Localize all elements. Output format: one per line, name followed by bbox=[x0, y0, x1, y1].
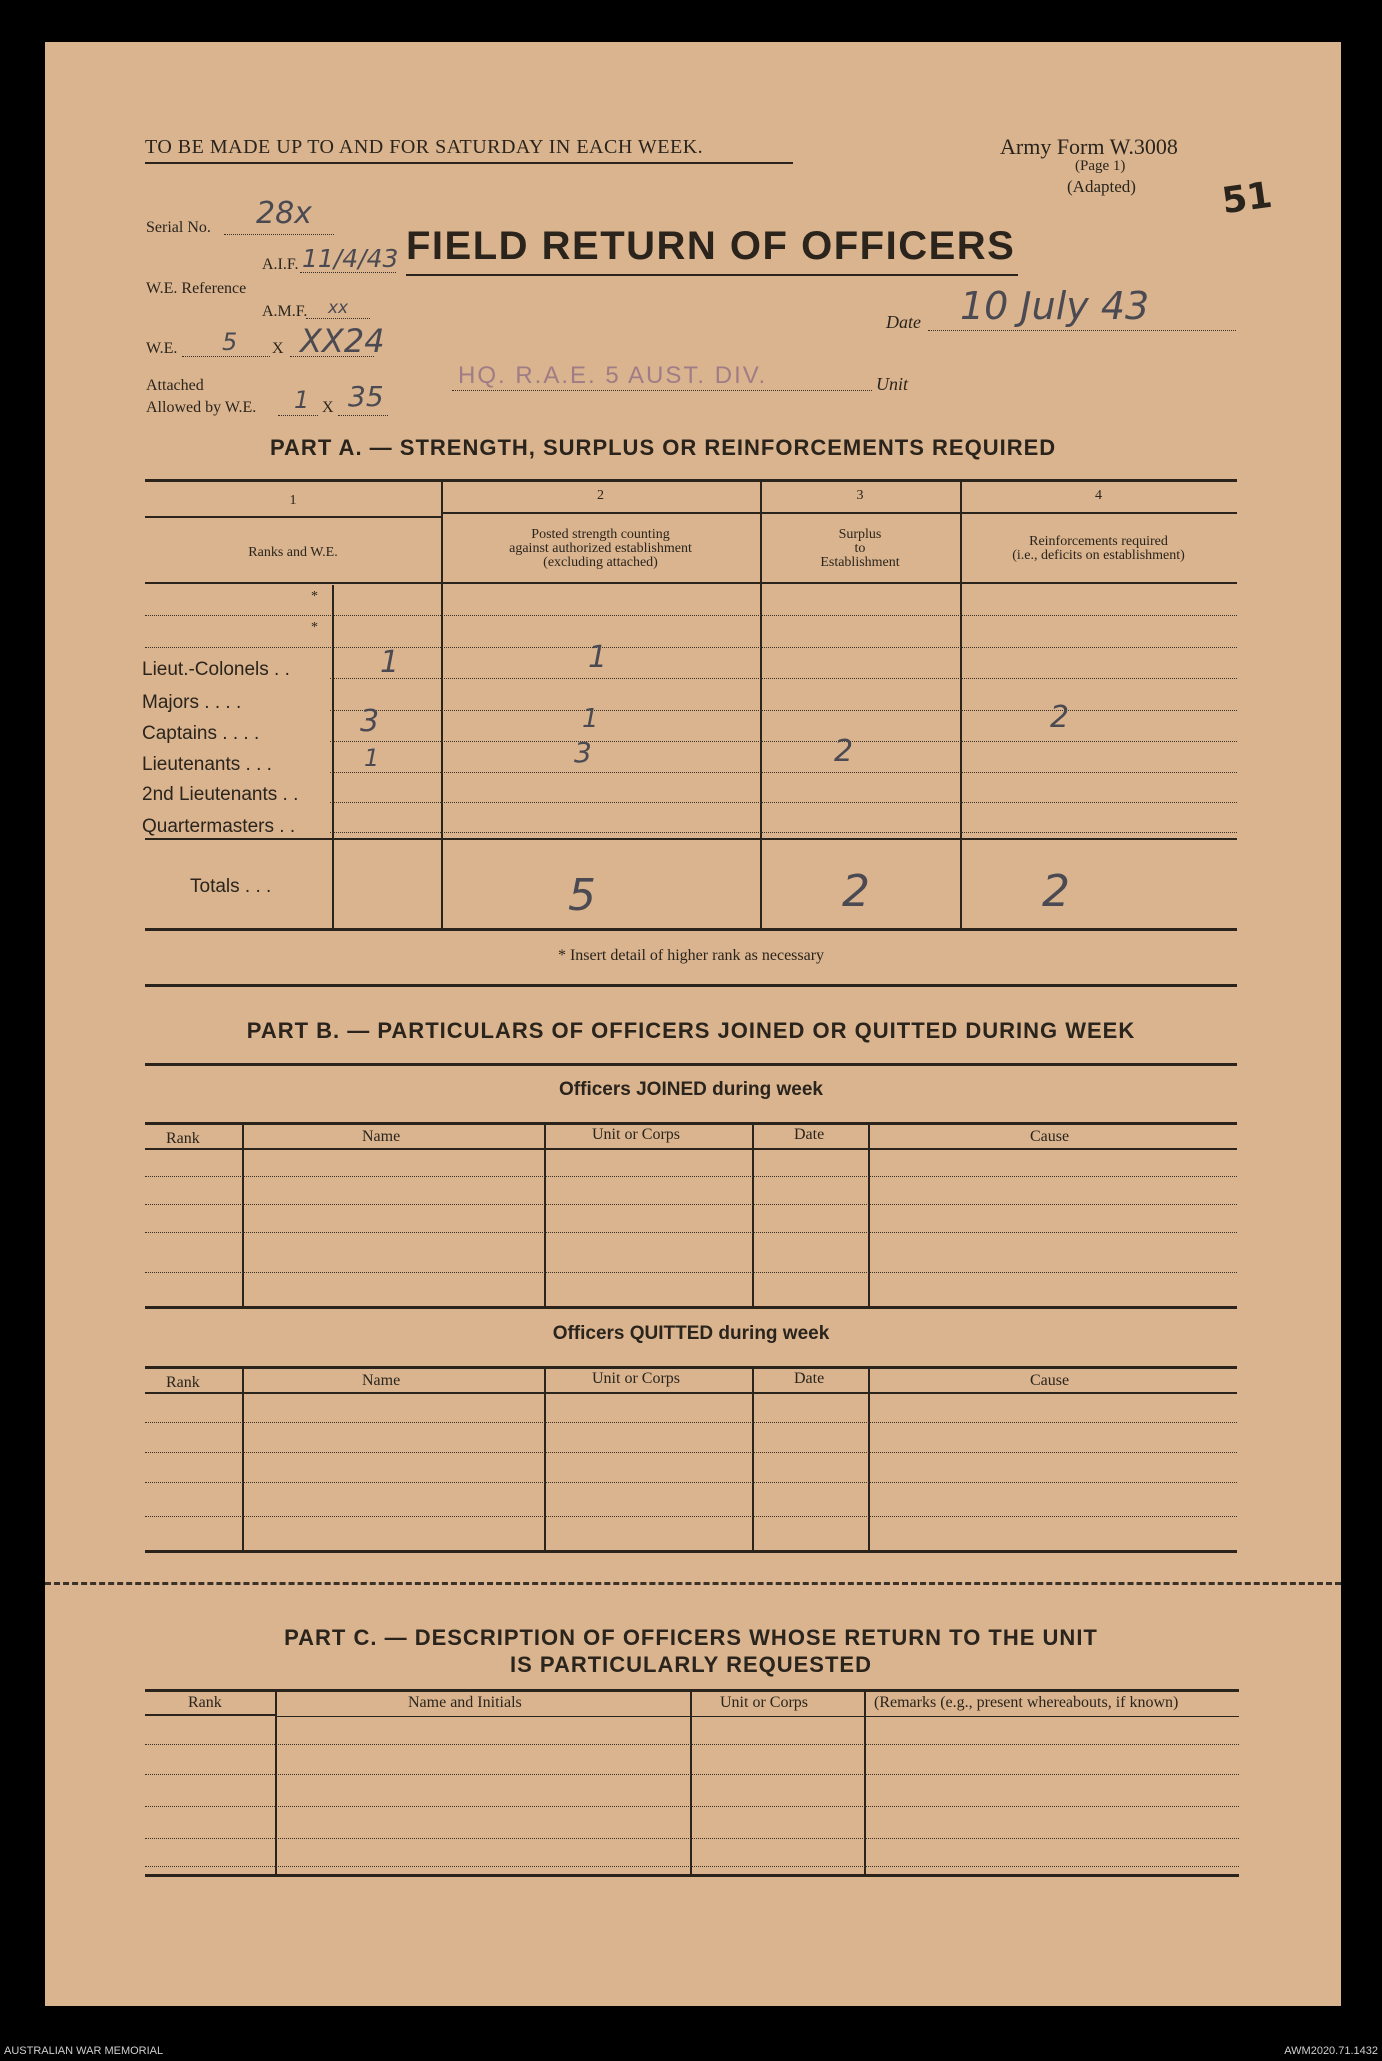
form-page: (Page 1) bbox=[1075, 158, 1126, 174]
col4-header-line-2: (i.e., deficits on establishment) bbox=[1012, 548, 1185, 563]
part-b-top-rule bbox=[145, 1063, 1237, 1066]
part-c-row-2 bbox=[145, 1774, 1239, 1775]
quitted-row-2 bbox=[145, 1452, 1237, 1453]
part-c-header-rule bbox=[275, 1716, 1239, 1717]
rank-captains: Captains . . . . bbox=[142, 723, 260, 744]
corner-mark: 51 bbox=[1219, 174, 1275, 223]
totals-reinf: 2 bbox=[1042, 866, 1070, 917]
joined-row-3 bbox=[145, 1232, 1237, 1233]
joined-bottom-rule bbox=[145, 1306, 1237, 1309]
instruction-text: TO BE MADE UP TO AND FOR SATURDAY IN EACH WEEK. bbox=[145, 136, 704, 158]
lieutenants-posted: 3 bbox=[574, 736, 592, 769]
joined-col-rank: Rank bbox=[166, 1130, 200, 1147]
joined-row-2 bbox=[145, 1204, 1237, 1205]
joined-col-unit: Unit or Corps bbox=[592, 1126, 680, 1143]
part-c-row-4 bbox=[145, 1838, 1239, 1839]
totals-label: Totals . . . bbox=[190, 876, 272, 897]
part-c-title bbox=[145, 1624, 1237, 1678]
col2-header-line-3: (excluding attached) bbox=[543, 555, 658, 570]
serial-value: 28x bbox=[256, 196, 312, 231]
part-c-col-name: Name and Initials bbox=[408, 1694, 522, 1711]
unit-label: Unit bbox=[876, 374, 909, 394]
quitted-row-3 bbox=[145, 1482, 1237, 1483]
cols-num-rule bbox=[441, 512, 1237, 514]
quitted-col-cause: Cause bbox=[1030, 1372, 1070, 1389]
row-line-2 bbox=[330, 710, 1237, 711]
col2-header-line-1: Posted strength counting bbox=[531, 527, 670, 542]
rank-quartermasters: Quartermasters . . bbox=[142, 816, 296, 837]
totals-bottom-rule bbox=[145, 928, 1237, 931]
totals-posted: 5 bbox=[568, 870, 596, 921]
allowed-dots-2 bbox=[338, 415, 388, 416]
date-label: Date bbox=[886, 312, 921, 332]
part-c-title-line-2: IS PARTICULARLY REQUESTED bbox=[510, 1652, 872, 1677]
part-c-row-5 bbox=[145, 1866, 1239, 1867]
col3-header-line-3: Establishment bbox=[820, 555, 900, 570]
lieut-colonels-we: 1 bbox=[380, 645, 400, 680]
we-x: X bbox=[272, 340, 284, 357]
joined-divider-4 bbox=[868, 1122, 870, 1308]
quitted-divider-3 bbox=[752, 1366, 754, 1552]
quitted-col-name: Name bbox=[362, 1372, 401, 1389]
asterisk-row-2 bbox=[145, 647, 1237, 648]
part-c-row-1 bbox=[145, 1744, 1239, 1745]
part-c-divider-2 bbox=[690, 1691, 692, 1877]
joined-row-1 bbox=[145, 1176, 1237, 1177]
quitted-row-4 bbox=[145, 1516, 1237, 1517]
part-a-end-rule bbox=[145, 984, 1237, 987]
part-a-footnote: * Insert detail of higher rank as necessary bbox=[557, 947, 825, 964]
footer-accession: AWM2020.71.1432 bbox=[1284, 2045, 1378, 2057]
col2-header bbox=[441, 528, 760, 570]
instruction-underline bbox=[145, 162, 793, 164]
we-value-2: XX24 bbox=[300, 322, 385, 360]
title-underline bbox=[406, 274, 1018, 276]
form-adapted: (Adapted) bbox=[1067, 177, 1136, 196]
date-value: 10 July 43 bbox=[960, 284, 1150, 328]
totals-surplus: 2 bbox=[842, 866, 870, 917]
asterisk-row-1 bbox=[145, 615, 1237, 616]
captains-posted: 1 bbox=[582, 704, 599, 734]
quitted-table-top-rule bbox=[145, 1366, 1237, 1369]
col-num-1: 1 bbox=[289, 493, 297, 508]
aif-label: A.I.F. bbox=[262, 256, 299, 273]
captains-reinf: 2 bbox=[1050, 700, 1070, 735]
part-c-title-line-1: PART C. — DESCRIPTION OF OFFICERS WHOSE RETURN TO THE UNIT bbox=[284, 1625, 1098, 1650]
part-a-we-divider bbox=[332, 585, 334, 929]
amf-value: xx bbox=[328, 298, 349, 318]
col2-header-line-2: against authorized establishment bbox=[509, 541, 692, 556]
we-dots-1 bbox=[182, 356, 270, 357]
captains-we: 3 bbox=[360, 704, 380, 739]
quitted-title: Officers QUITTED during week bbox=[552, 1323, 830, 1344]
part-c-top-rule bbox=[145, 1689, 1239, 1692]
row-line-6 bbox=[330, 832, 1237, 833]
part-b-title: PART B. — PARTICULARS OF OFFICERS JOINED OR QUITTED DURING WEEK bbox=[246, 1018, 1136, 1043]
joined-title: Officers JOINED during week bbox=[559, 1079, 823, 1100]
rank-2nd-lieutenants: 2nd Lieutenants . . bbox=[142, 784, 299, 805]
row-line-4 bbox=[330, 772, 1237, 773]
col-num-3: 3 bbox=[856, 488, 864, 503]
rank-lieut-colonels: Lieut.-Colonels . . bbox=[142, 659, 290, 680]
lieutenants-we: 1 bbox=[364, 744, 380, 772]
col-num-4: 4 bbox=[1095, 488, 1102, 503]
col3-header bbox=[760, 528, 960, 570]
joined-col-cause: Cause bbox=[1030, 1128, 1070, 1145]
row-line-3 bbox=[330, 741, 1237, 742]
date-dots bbox=[928, 330, 1236, 331]
part-a-header-rule bbox=[145, 582, 1237, 584]
quitted-col-date: Date bbox=[794, 1370, 825, 1387]
lieut-colonels-posted: 1 bbox=[588, 640, 608, 675]
col4-header bbox=[960, 535, 1237, 563]
part-c-col-remarks: (Remarks (e.g., present whereabouts, if known) bbox=[874, 1694, 1179, 1711]
quitted-header-rule bbox=[145, 1392, 1237, 1394]
unit-dots bbox=[452, 390, 872, 391]
serial-label: Serial No. bbox=[146, 219, 211, 236]
we-reference-label: W.E. Reference bbox=[146, 280, 247, 297]
part-c-col-unit: Unit or Corps bbox=[720, 1694, 808, 1711]
joined-col-date: Date bbox=[794, 1126, 825, 1143]
part-a-title: PART A. — STRENGTH, SURPLUS OR REINFORCEMENTS REQUIRED bbox=[270, 435, 1057, 460]
col1-header: Ranks and W.E. bbox=[248, 545, 338, 560]
perforation-line bbox=[45, 1582, 1341, 1585]
rank-lieutenants: Lieutenants . . . bbox=[142, 754, 272, 775]
we-label: W.E. bbox=[146, 340, 178, 357]
amf-label: A.M.F. bbox=[262, 303, 308, 320]
part-c-rank-underline bbox=[145, 1714, 275, 1716]
asterisk-2: * bbox=[311, 620, 318, 635]
joined-col-name: Name bbox=[362, 1128, 401, 1145]
joined-table-top-rule bbox=[145, 1122, 1237, 1125]
row-line-5 bbox=[330, 802, 1237, 803]
part-c-row-3 bbox=[145, 1806, 1239, 1807]
part-c-col-rank: Rank bbox=[188, 1694, 222, 1711]
unit-stamp: HQ. R.A.E. 5 AUST. DIV. bbox=[458, 362, 768, 389]
col1-num-rule bbox=[145, 516, 441, 518]
joined-row-4 bbox=[145, 1272, 1237, 1273]
aif-value: 11/4/43 bbox=[302, 244, 399, 273]
part-c-divider-1 bbox=[275, 1691, 277, 1877]
allowed-value-2: 35 bbox=[348, 380, 384, 413]
part-a-top-rule bbox=[145, 479, 1237, 482]
part-c-divider-3 bbox=[864, 1691, 866, 1877]
rows-end-rule bbox=[145, 838, 1237, 840]
quitted-divider-2 bbox=[544, 1366, 546, 1552]
joined-header-rule bbox=[145, 1148, 1237, 1150]
col3-header-line-2: to bbox=[854, 541, 866, 556]
col-num-2: 2 bbox=[597, 488, 604, 503]
form-name: Army Form W.3008 bbox=[1000, 134, 1178, 159]
joined-divider-3 bbox=[752, 1122, 754, 1308]
rank-majors: Majors . . . . bbox=[142, 692, 242, 713]
col4-header-line-1: Reinforcements required bbox=[1029, 534, 1168, 549]
allowed-value-1: 1 bbox=[294, 386, 310, 414]
allowed-x: X bbox=[322, 399, 334, 416]
amf-dots bbox=[306, 318, 370, 319]
asterisk-1: * bbox=[311, 589, 318, 604]
quitted-col-unit: Unit or Corps bbox=[592, 1370, 680, 1387]
joined-divider-2 bbox=[544, 1122, 546, 1308]
serial-dots bbox=[224, 234, 334, 235]
col3-header-line-1: Surplus bbox=[838, 527, 882, 542]
part-c-bottom-rule bbox=[145, 1874, 1239, 1877]
page-title: FIELD RETURN OF OFFICERS bbox=[406, 224, 1016, 268]
we-value-1: 5 bbox=[222, 328, 238, 356]
quitted-row-1 bbox=[145, 1422, 1237, 1423]
joined-divider-1 bbox=[242, 1122, 244, 1308]
footer-credit: AUSTRALIAN WAR MEMORIAL bbox=[4, 2045, 164, 2057]
quitted-col-rank: Rank bbox=[166, 1374, 200, 1391]
quitted-divider-1 bbox=[242, 1366, 244, 1552]
lieutenants-surplus: 2 bbox=[834, 734, 854, 769]
quitted-bottom-rule bbox=[145, 1550, 1237, 1553]
attached-label: Attached bbox=[146, 377, 204, 394]
row-line-1 bbox=[330, 678, 1237, 679]
quitted-divider-4 bbox=[868, 1366, 870, 1552]
allowed-label: Allowed by W.E. bbox=[146, 399, 257, 416]
allowed-dots-1 bbox=[278, 415, 318, 416]
